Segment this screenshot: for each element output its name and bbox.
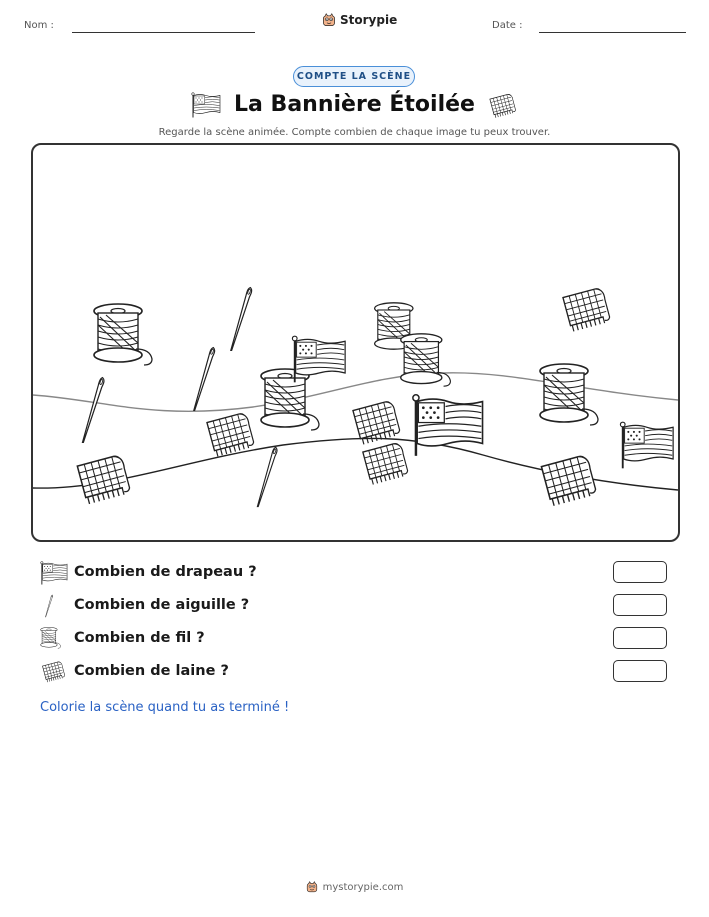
name-field[interactable] <box>72 32 255 33</box>
wool-icon <box>563 287 611 332</box>
question-row-wool <box>40 660 670 684</box>
wool-icon <box>487 92 517 120</box>
question-text: Combien de aiguille ? <box>74 597 250 613</box>
flag-icon <box>40 561 68 585</box>
wool-icon <box>77 454 131 504</box>
question-row-flag <box>40 561 670 585</box>
question-row-needle <box>40 594 670 618</box>
mascot-icon <box>322 13 336 27</box>
brand-logo <box>322 13 397 27</box>
date-field[interactable] <box>539 32 686 33</box>
name-label: Nom : <box>24 20 54 31</box>
thread-spool-icon <box>540 364 598 425</box>
question-text: Combien de fil ? <box>74 630 205 646</box>
counting-scene <box>31 143 680 542</box>
thread-spool-icon <box>401 334 451 386</box>
date-label: Date : <box>492 20 523 31</box>
question-text: Combien de drapeau ? <box>74 564 257 580</box>
needle-icon <box>231 288 252 351</box>
answer-box-spool[interactable] <box>613 627 667 649</box>
activity-badge: COMPTE LA SCÈNE <box>293 66 415 87</box>
thread-spool-icon <box>40 627 64 651</box>
flag-icon <box>620 422 673 468</box>
footer-url[interactable]: mystorypie.com <box>322 881 404 893</box>
needle-icon <box>83 378 104 443</box>
needle-icon <box>194 348 215 411</box>
thread-spool-icon <box>261 369 319 430</box>
answer-box-flag[interactable] <box>613 561 667 583</box>
question-text: Combien de laine ? <box>74 663 229 679</box>
answer-box-needle[interactable] <box>613 594 667 616</box>
answer-box-wool[interactable] <box>613 660 667 682</box>
instructions: Regarde la scène animée. Compte combien de chaque image tu peux trouver. <box>158 127 551 138</box>
brand-name: Storypie <box>340 13 398 27</box>
wool-icon <box>541 454 597 506</box>
question-row-spool <box>40 627 670 651</box>
needle-icon <box>257 447 277 506</box>
wool-icon <box>363 442 409 485</box>
wool-icon <box>40 660 66 684</box>
color-instruction: Colorie la scène quand tu as terminé ! <box>40 700 290 715</box>
mascot-icon <box>306 881 318 893</box>
page-title: La Bannière Étoilée <box>234 92 475 117</box>
footer <box>0 881 709 893</box>
needle-icon <box>42 594 56 618</box>
scene-drawing <box>33 145 678 540</box>
thread-spool-icon <box>94 304 152 365</box>
wool-icon <box>207 412 255 457</box>
